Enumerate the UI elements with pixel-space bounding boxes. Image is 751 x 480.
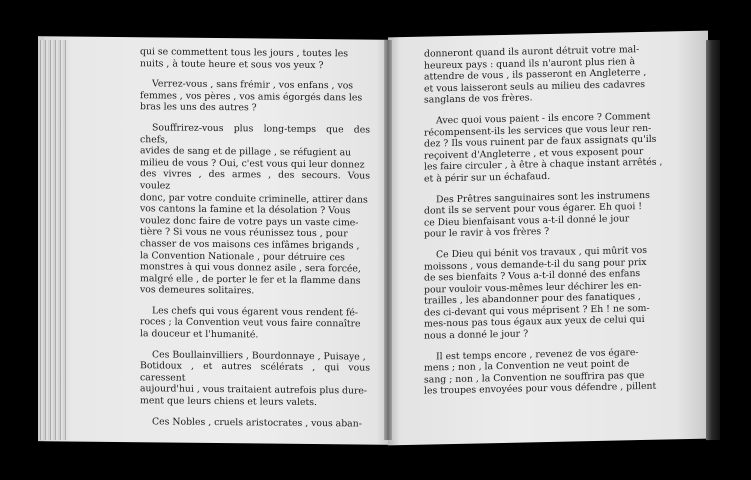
page-edges-right bbox=[706, 40, 720, 440]
paragraph: Des Prêtres sanguinaires sont les instrumens dont ils se servent pour vous égarer. Eh quoi ! ce Dieu bienfaisant vous a-t-il donné le jour pour le ravir à vos frères ? bbox=[424, 189, 650, 240]
paragraph: Ces Nobles , cruels aristocrates , vous aban- bbox=[152, 415, 362, 430]
paragraph: donneront quand ils auront détruit votre mal- heureux pays : quand ils n'auront plus rien à attendre de vous , ils passeront en Angleterre , et vous laisseront seuls au milieu des cadavres sanglans de vos frères. bbox=[424, 44, 647, 106]
paragraph: Il est temps encore , revenez de vos égare- mens ; non , la Convention ne veut point de sang ; non , la Convention ne souffrira pas que les troupes envoyées pour vous défendre , pillent bbox=[424, 346, 657, 398]
left-page bbox=[38, 36, 394, 445]
paragraph: qui se commettent tous les jours , toutes les nuits , à toute heure et sous vos yeux ? bbox=[140, 46, 349, 71]
right-page bbox=[388, 31, 708, 446]
paragraph: Avec quoi vous paient - ils encore ? Comment récompensent-ils les services que vous leur ren- dez ? Ils vous ruinent par de faux assignats qu'ils reçoivent d'Angleterre , et vous exposent pour les faire circuler , à être à chaque instant arrêtés , et à périr sur un échafaud. bbox=[424, 110, 663, 185]
paragraph: Ce Dieu qui bénit vos travaux , qui mûrit vos moissons , vous demande-t-il du sang pour prix de ses bienfaits ? Vous a-t-il donné des enfans pour vouloir vous-mêmes leur déchirer les en- trailles , les abandonner pour des fanatiques , des ci-devant qui vous méprisent ? Eh ! ne som- mes-nous pas tous égaux aux yeux de celui qui nous a donné le jour ? bbox=[424, 244, 650, 342]
page-edges-left bbox=[38, 40, 68, 440]
right-page-text bbox=[424, 43, 668, 406]
book-gutter bbox=[384, 40, 392, 440]
paragraph: Ces Boullainvilliers , Bourdonnaye , Puisaye , Botidoux , et autres scélérats , qui vous caressent aujourd'hui , vous traitaient autrefois plus dure- ment que leurs chiens et leurs valets. bbox=[140, 348, 370, 409]
paragraph: Les chefs qui vous égarent vous rendent fé- roces ; la Convention veut vous faire connaître la douceur et l'humanité. bbox=[140, 305, 361, 341]
left-page-text bbox=[140, 46, 370, 439]
paragraph: Souffrirez-vous plus long-temps que des chefs, avides de sang et de pillage , se réfugient au milieu de vous ? Oui, c'est vous qui leur donnez des vivres , des armes , des secours. Vous voulez donc, par votre conduite criminelle, attirer dans vos cantons la famine et la désolation ? Vous voulez donc faire de votre pays un vaste cime- tière ? Si vous ne vous réunissez tous , pour chasser de vos maisons ces infâmes brigands , la Convention Nationale , pour détruire ces monstres à qui vous donnez asile , sera forcée, malgré elle , de porter le fer et la flamme dans vos demeures solitaires. bbox=[140, 122, 370, 297]
paragraph: Verrez-vous , sans frémir , vos enfans , vos femmes , vos pères , vos amis égorgés dans les bras les uns des autres ? bbox=[140, 78, 363, 114]
